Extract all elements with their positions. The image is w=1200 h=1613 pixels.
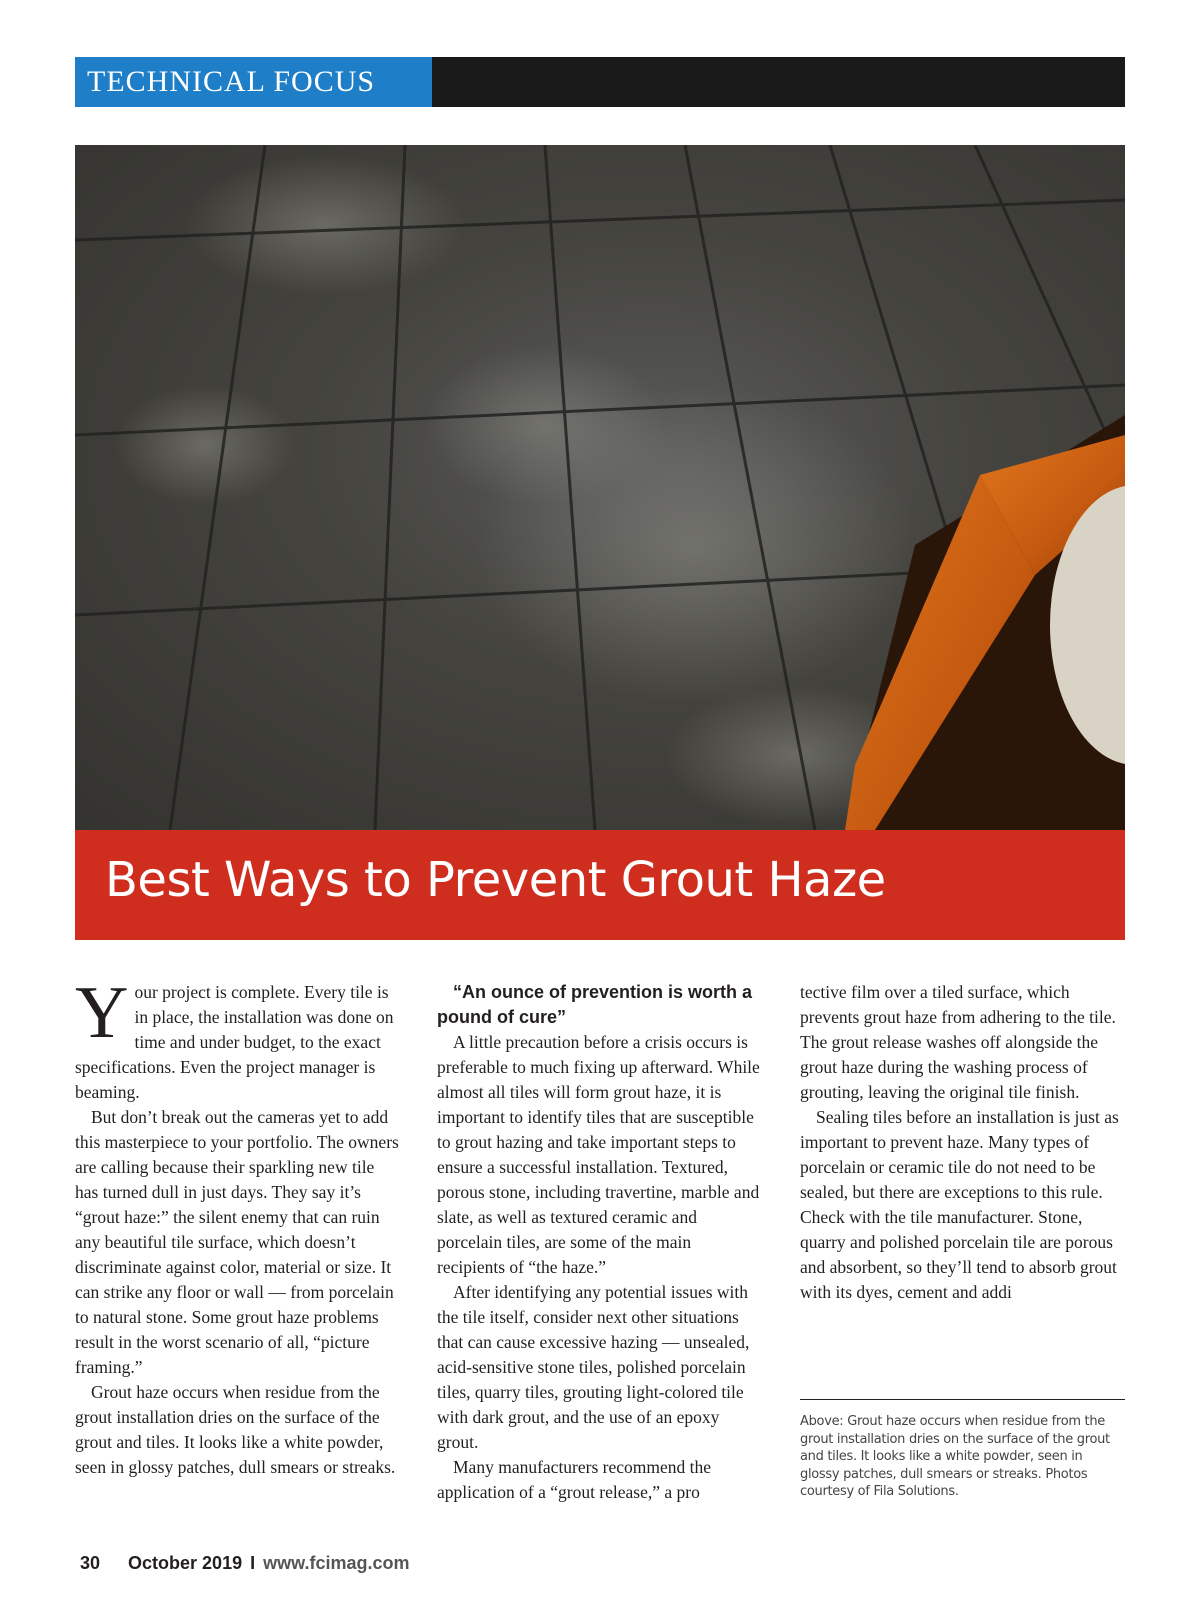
- paragraph: Sealing tiles before an installation is just as important to prevent haze. Many types of porcelain or ceramic tile do not need to be sealed, but there are exceptions to this rule. Check with the tile manufacturer. Stone, quarry and polished porcelain tile are porous and absorbent, so they’ll tend to absorb grout with its dyes, cement and addi: [800, 1107, 1119, 1302]
- article-column-3: [800, 980, 1125, 1305]
- tile-floor-illustration: [75, 145, 1125, 830]
- article-title: Best Ways to Prevent Grout Haze: [105, 852, 886, 908]
- article-column-1: [75, 972, 401, 1480]
- section-subhead: “An ounce of prevention is worth a pound of cure”: [437, 982, 753, 1027]
- drop-cap: Y: [75, 972, 129, 1054]
- paragraph: tective film over a tiled surface, which prevents grout haze from adhering to the tile. The grout release washes off alongside the grout haze during the washing process of grouting, leaving the original tile finish.: [800, 982, 1116, 1102]
- article-title-band: [75, 830, 1125, 940]
- page-number: 30: [80, 1553, 101, 1573]
- paragraph: A little precaution before a crisis occurs is preferable to much fixing up afterward. While almost all tiles will form grout haze, it is important to identify tiles that are susceptible to grout hazing and take important steps to ensure a successful installation. Textured, porous stone, including travertine, marble and slate, as well as textured ceramic and porcelain tiles, are some of the main recipients of “the haze.”: [437, 1032, 760, 1277]
- paragraph: Your project is complete. Every tile is in place, the installation was done on time and under budget, to the exact specifications. Even the project manager is beaming.: [75, 972, 394, 1102]
- footer-separator: I: [250, 1553, 256, 1573]
- page-footer: [80, 1553, 409, 1574]
- photo-caption: Above: Grout haze occurs when residue from the grout installation dries on the surface of the grout and tiles. It looks like a white powder, seen in glossy patches, dull smears or streaks. Photos courtesy of Fila Solutions.: [800, 1414, 1110, 1499]
- paragraph: Many manufacturers recommend the application of a “grout release,” a pro: [437, 1457, 712, 1502]
- article-column-2: [437, 980, 763, 1505]
- paragraph: After identifying any potential issues with the tile itself, consider next other situations that can cause excessive hazing — unsealed, acid-sensitive stone tiles, polished porcelain tiles, quarry tiles, grouting light-colored tile with dark grout, and the use of an epoxy grout.: [437, 1282, 750, 1452]
- issue-date: October 2019: [128, 1553, 243, 1573]
- paragraph: Grout haze occurs when residue from the grout installation dries on the surface of the grout and tiles. It looks like a white powder, seen in glossy patches, dull smears or streaks.: [75, 1382, 396, 1477]
- paragraph: But don’t break out the cameras yet to add this masterpiece to your portfolio. The owners are calling because their sparkling new tile has turned dull in just days. They say it’s “grout haze:” the silent enemy that can ruin any beautiful tile surface, which doesn’t discriminate against color, material or size. It can strike any floor or wall — from porcelain to natural stone. Some grout haze problems result in the worst scenario of all, “picture framing.”: [75, 1107, 399, 1377]
- section-label: TECHNICAL FOCUS: [75, 57, 432, 107]
- caption-divider: [800, 1399, 1125, 1400]
- section-header-bar: [75, 57, 1125, 107]
- tile-floor-photo: [75, 145, 1125, 830]
- website-link[interactable]: www.fcimag.com: [263, 1553, 410, 1573]
